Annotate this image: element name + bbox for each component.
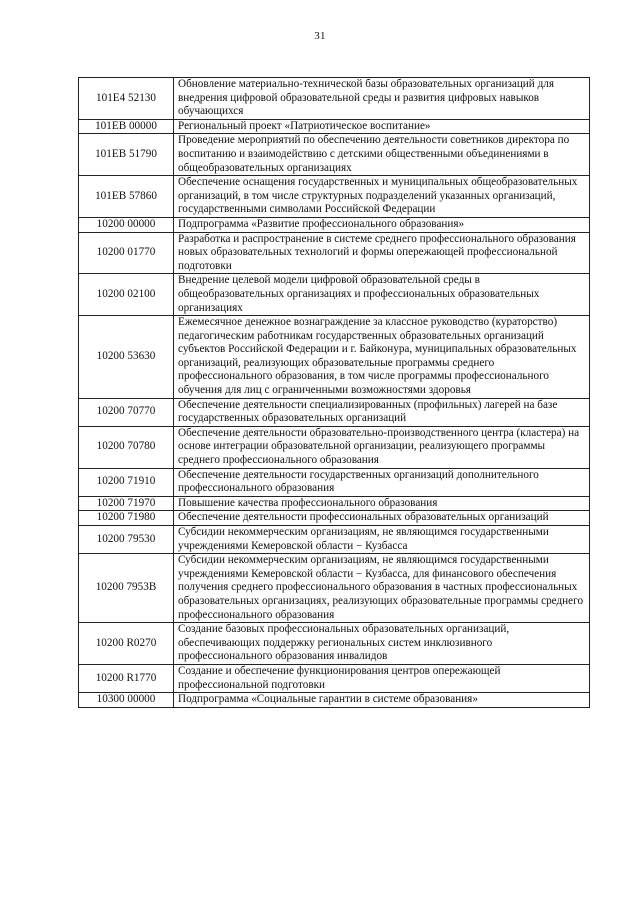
table-row xyxy=(79,134,590,176)
target-article-code: 10200 71970 xyxy=(79,496,174,511)
target-article-description: Субсидии некоммерческим организациям, не являющимся государственными учреждениями Кемеровской области − Кузбасса xyxy=(174,526,590,554)
target-article-code: 101E4 52130 xyxy=(79,78,174,120)
target-article-code: 101EB 00000 xyxy=(79,119,174,134)
table-row xyxy=(79,693,590,708)
target-article-code: 10200 R0270 xyxy=(79,623,174,665)
target-article-code: 10200 70770 xyxy=(79,398,174,426)
target-article-description: Создание и обеспечение функционирования центров опережающей профессиональной подготовки xyxy=(174,664,590,692)
table-row xyxy=(79,623,590,665)
target-article-code: 10200 7953В xyxy=(79,554,174,623)
table-row xyxy=(79,398,590,426)
target-article-description: Внедрение целевой модели цифровой образовательной среды в общеобразовательных организациях и профессиональных образовательных организациях xyxy=(174,274,590,316)
table-row xyxy=(79,511,590,526)
target-article-code: 10200 00000 xyxy=(79,217,174,232)
budget-classification-table xyxy=(78,77,590,708)
target-article-description: Создание базовых профессиональных образовательных организаций, обеспечивающих поддержку региональных систем инклюзивного профессионального образования инвалидов xyxy=(174,623,590,665)
target-article-description: Ежемесячное денежное вознаграждение за классное руководство (кураторство) педагогическим работникам государственных образовательных организаций субъектов Российской Федерации и г. Байконура, муниципальных образовательных организаций, реализующих образовательные программы среднего профессионального образования, в том числе программы профессионального обучения для лиц с ограниченными возможностями здоровья xyxy=(174,316,590,399)
target-article-description: Подпрограмма «Социальные гарантии в системе образования» xyxy=(174,693,590,708)
target-article-description: Повышение качества профессионального образования xyxy=(174,496,590,511)
target-article-description: Обновление материально-технической базы образовательных организаций для внедрения цифровой образовательной среды и развития цифровых навыков обучающихся xyxy=(174,78,590,120)
target-article-code: 10200 R1770 xyxy=(79,664,174,692)
table-row xyxy=(79,664,590,692)
table-row xyxy=(79,496,590,511)
table-row xyxy=(79,316,590,399)
table-row xyxy=(79,78,590,120)
page-number: 31 xyxy=(314,30,326,42)
target-article-code: 101EB 57860 xyxy=(79,176,174,218)
target-article-code: 10200 71980 xyxy=(79,511,174,526)
table-row xyxy=(79,217,590,232)
target-article-description: Региональный проект «Патриотическое воспитание» xyxy=(174,119,590,134)
target-article-code: 10200 53630 xyxy=(79,316,174,399)
target-article-description: Субсидии некоммерческим организациям, не являющимся государственными учреждениями Кемеровской области − Кузбасса, для финансового обеспечения получения среднего профессионального образования в частных профессиональных образовательных организациях, реализующих образовательные программы среднего профессионального образования xyxy=(174,554,590,623)
target-article-code: 10200 02100 xyxy=(79,274,174,316)
target-article-code: 10200 01770 xyxy=(79,232,174,274)
table-row xyxy=(79,468,590,496)
target-article-description: Обеспечение деятельности государственных организаций дополнительного профессионального образования xyxy=(174,468,590,496)
target-article-description: Проведение мероприятий по обеспечению деятельности советников директора по воспитанию и взаимодействию с детскими общественными объединениями в общеобразовательных организациях xyxy=(174,134,590,176)
target-article-code: 101EB 51790 xyxy=(79,134,174,176)
target-article-code: 10300 00000 xyxy=(79,693,174,708)
target-article-code: 10200 79530 xyxy=(79,526,174,554)
target-article-description: Обеспечение оснащения государственных и муниципальных общеобразовательных организаций, в том числе структурных подразделений указанных организаций, государственными символами Российской Федерации xyxy=(174,176,590,218)
target-article-description: Обеспечение деятельности образовательно-производственного центра (кластера) на основе интеграции образовательной организации, реализующего программы среднего профессионального образования xyxy=(174,426,590,468)
target-article-code: 10200 71910 xyxy=(79,468,174,496)
table-row xyxy=(79,554,590,623)
table-row xyxy=(79,119,590,134)
target-article-description: Обеспечение деятельности профессиональных образовательных организаций xyxy=(174,511,590,526)
target-article-description: Разработка и распространение в системе среднего профессионального образования новых образовательных технологий и формы опережающей профессиональной подготовки xyxy=(174,232,590,274)
target-article-description: Обеспечение деятельности специализированных (профильных) лагерей на базе государственных образовательных организаций xyxy=(174,398,590,426)
table-row xyxy=(79,274,590,316)
table-row xyxy=(79,232,590,274)
target-article-code: 10200 70780 xyxy=(79,426,174,468)
table-row xyxy=(79,526,590,554)
table-row xyxy=(79,176,590,218)
table-row xyxy=(79,426,590,468)
target-article-description: Подпрограмма «Развитие профессионального образования» xyxy=(174,217,590,232)
